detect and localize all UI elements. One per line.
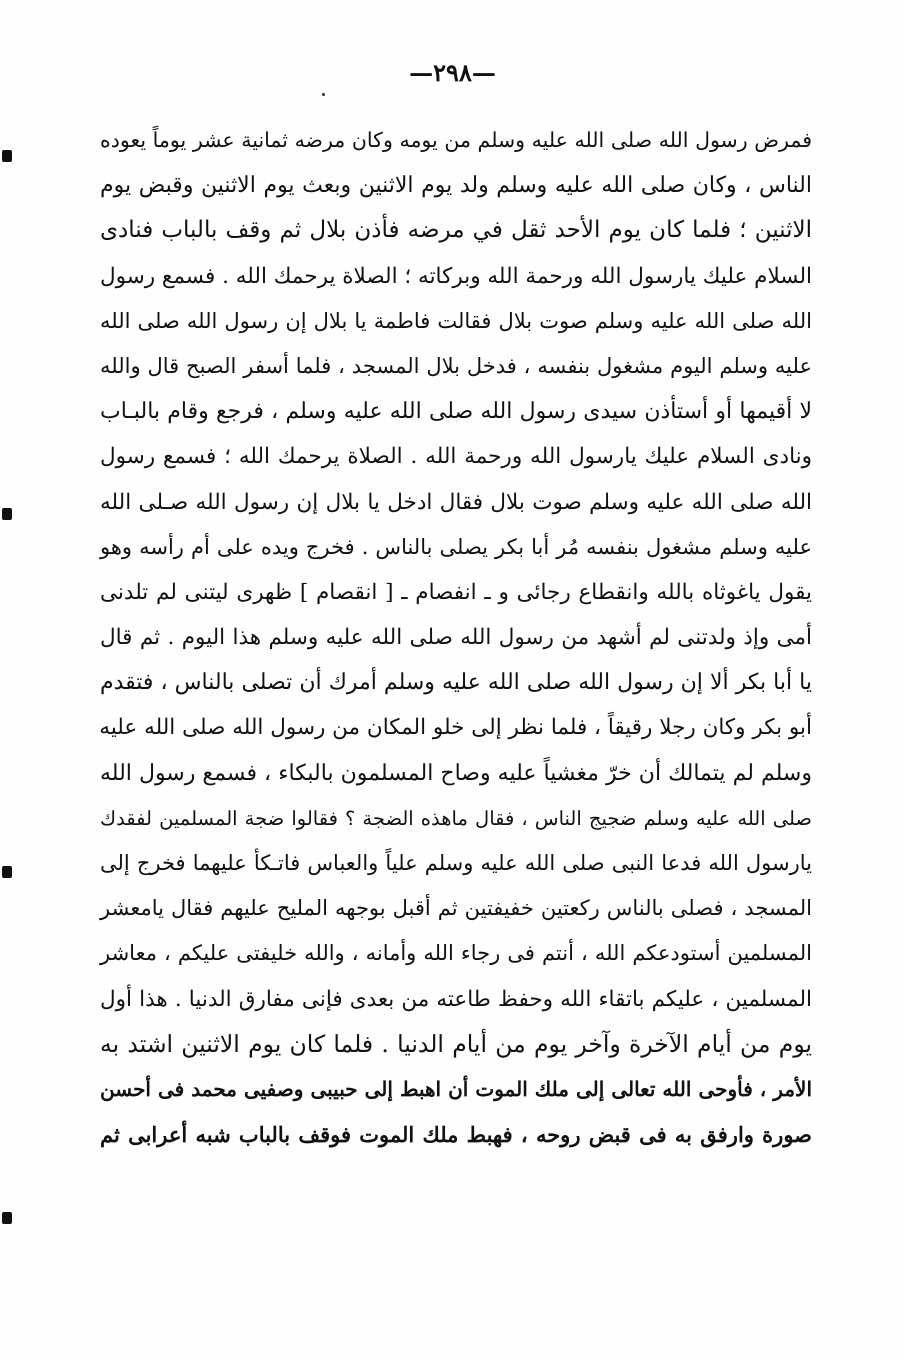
text-line-8: ونادى السلام عليك يارسول الله ورحمة الله . الصلاة يرحمك الله ؛ فسمع رسول xyxy=(100,444,812,470)
binding-hole-mark xyxy=(2,866,12,878)
text-line-13: يا أبا بكر ألا إن رسول الله صلى الله عليه وسلم أمرك أن تصلى بالناس ، فتقدم xyxy=(100,670,812,696)
text-line-19: المسلمين أستودعكم الله ، أنتم فى رجاء الله وأمانه ، والله خليفتى عليكم ، معاشر xyxy=(100,941,812,966)
text-line-15: وسلم لم يتمالك أن خرّ مغشياً عليه وصاح المسلمون بالبكاء ، فسمع رسول الله xyxy=(100,760,812,786)
text-line-9: الله صلى الله عليه وسلم صوت بلال فقال ادخل يا بلال إن رسول الله صـلى الله xyxy=(100,489,812,515)
binding-hole-mark xyxy=(2,508,12,520)
binding-hole-mark xyxy=(2,1212,12,1224)
text-line-23: صورة وارفق به فى قبض روحه ، فهبط ملك الموت فوقف بالباب شبه أعرابى ثم xyxy=(100,1122,812,1148)
text-line-20: المسلمين ، عليكم باتقاء الله وحفظ طاعته من بعدى فإنى مفارق الدنيا . هذا أول xyxy=(100,986,812,1012)
page-number: —٢٩٨— xyxy=(409,58,496,87)
text-line-3: الاثنين ؛ فلما كان يوم الأحد ثقل في مرضه فأذن بلال ثم وقف بالباب فنادى xyxy=(100,217,812,244)
text-line-5: الله صلى الله عليه وسلم صوت بلال فقالت فاطمة يا بلال إن رسول الله صلى الله xyxy=(100,308,812,333)
text-line-1: فمرض رسول الله صلى الله عليه وسلم من يومه وكان مرضه ثمانية عشر يوماً يعوده xyxy=(100,128,812,152)
text-line-16: صلى الله عليه وسلم ضجيج الناس ، فقال ماهذه الضجة ؟ فقالوا ضجة المسلمين لفقدك xyxy=(100,806,812,830)
text-line-6: عليه وسلم اليوم مشغول بنفسه ، فدخل بلال المسجد ، فلما أسفر الصبح قال والله xyxy=(100,353,812,378)
text-line-11: يقول ياغوثاه بالله وانقطاع رجائى و ـ انفصام ـ [ انقصام ] ظهرى ليتنى لم تلدنى xyxy=(100,579,812,605)
text-line-18: المسجد ، فصلى بالناس ركعتين خفيفتين ثم أقبل بوجهه المليح عليهم فقال يامعشر xyxy=(100,896,812,921)
text-line-2: الناس ، وكان صلى الله عليه وسلم ولد يوم الاثنين وبعث يوم الاثنين وقبض يوم xyxy=(100,173,812,199)
scan-speck xyxy=(322,93,325,96)
text-line-14: أبو بكر وكان رجلا رقيقاً ، فلما نظر إلى خلو المكان من رسول الله صلى الله عليه xyxy=(99,715,812,741)
text-line-4: السلام عليك يارسول الله ورحمة الله وبركاته ؛ الصلاة يرحمك الله . فسمع رسول xyxy=(99,263,812,289)
binding-hole-mark xyxy=(2,150,12,162)
text-line-10: عليه وسلم مشغول بنفسه مُر أبا بكر يصلى بالناس . فخرج ويده على أم رأسه وهو xyxy=(100,534,812,559)
text-line-22: الأمر ، فأوحى الله تعالى إلى ملك الموت أن اهبط إلى حبيبى وصفيى محمد فى أحسن xyxy=(100,1076,813,1101)
text-line-21: يوم من أيام الآخرة وآخر يوم من أيام الدنيا . فلما كان يوم الاثنين اشتد به xyxy=(100,1029,812,1058)
body-text xyxy=(100,118,812,1157)
text-line-17: يارسول الله فدعا النبى صلى الله عليه وسلم علياً والعباس فاتـكأ عليهما فخرج إلى xyxy=(100,851,812,875)
text-line-7: لا أقيمها أو أستأذن سيدى رسول الله صلى الله عليه وسلم ، فرجع وقام بالبـاب xyxy=(100,399,812,425)
text-line-12: أمى وإذ ولدتنى لم أشهد من رسول الله صلى الله عليه وسلم هذا اليوم . ثم قال xyxy=(100,625,812,651)
